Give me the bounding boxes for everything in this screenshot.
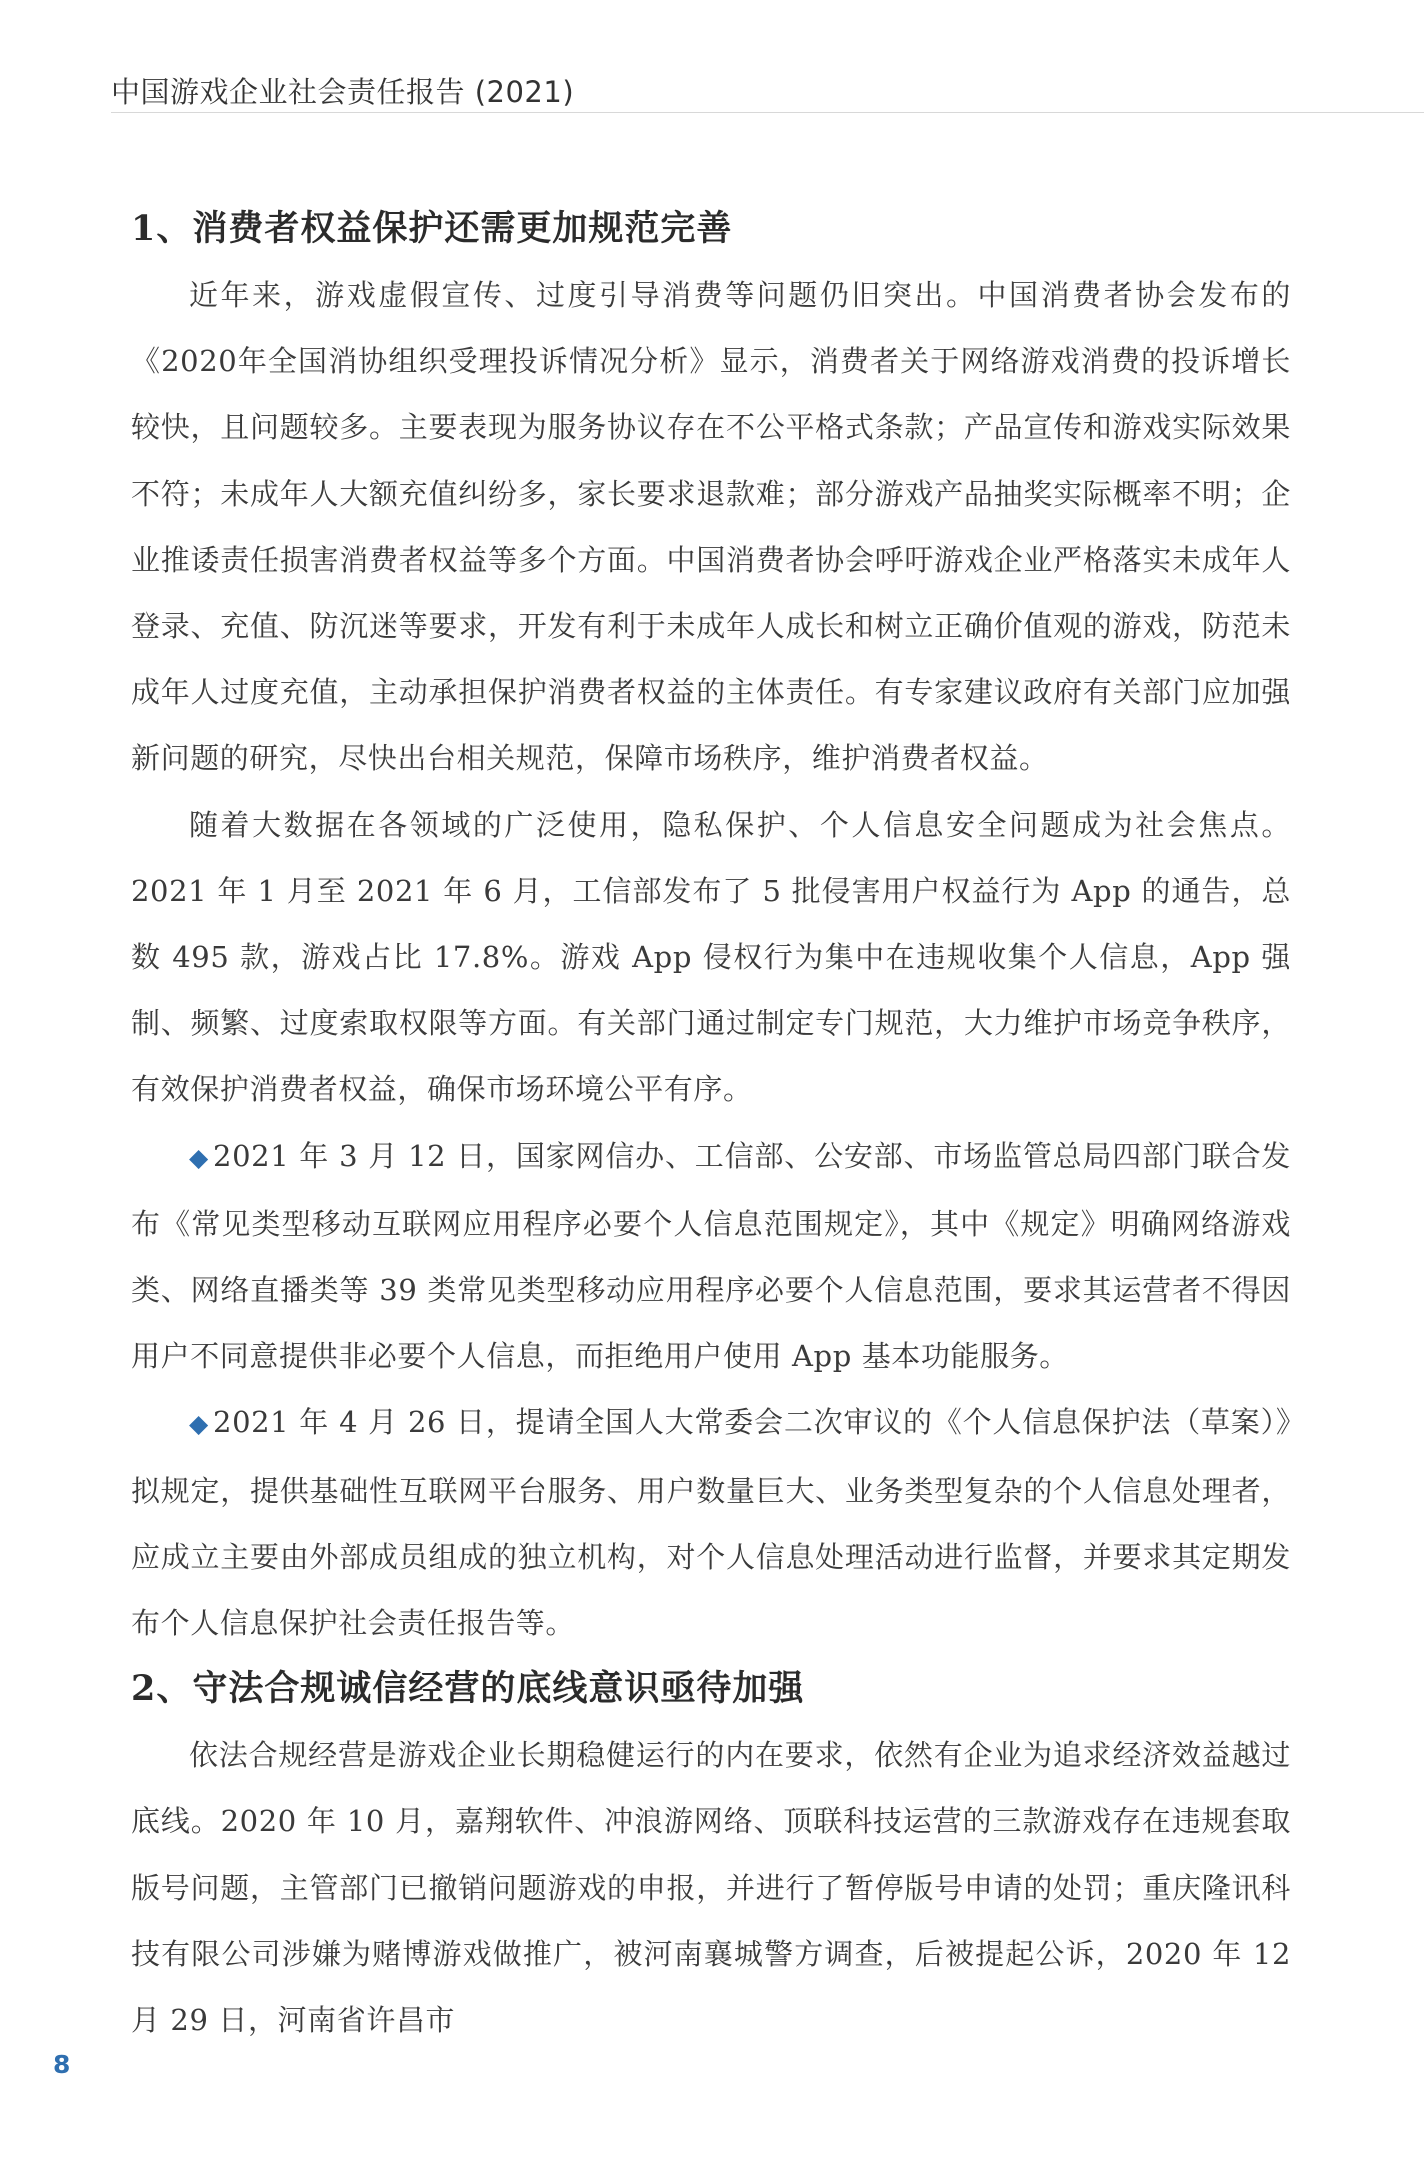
bullet-item-2-text: 2021 年 4 月 26 日，提请全国人大常委会二次审议的《个人信息保护法（草案）》拟规定，提供基础性互联网平台服务、用户数量巨大、业务类型复杂的个人信息处理者，应成立主要由外部成员组成的独立机构，对个人信息处理活动进行监督，并要求其定期发布个人信息保护社会责任报告等。 <box>131 1405 1291 1641</box>
running-header-title: 中国游戏企业社会责任报告 (2021) <box>111 75 575 109</box>
section-1-paragraph-2: 随着大数据在各领域的广泛使用，隐私保护、个人信息安全问题成为社会焦点。2021 年 1 月至 2021 年 6 月，工信部发布了 5 批侵害用户权益行为 App 的通告，总数 495 款，游戏占比 17.8%。游戏 App 侵权行为集中在违规收集个人信息，App 强制、频繁、过度索取权限等方面。有关部门通过制定专门规范，大力维护市场竞争秩序，有效保护消费者权益，确保市场环境公平有序。 <box>131 807 1291 1107</box>
page-body <box>131 196 1291 2053</box>
diamond-bullet-icon: ◆ <box>189 1142 210 1172</box>
section-1-heading: 1、消费者权益保护还需更加规范完善 <box>131 208 733 249</box>
bullet-item-1 <box>131 1123 1291 1390</box>
header-divider <box>111 112 1424 113</box>
section-2-heading: 2、守法合规诚信经营的底线意识亟待加强 <box>131 1668 805 1710</box>
bullet-item-1-text: 2021 年 3 月 12 日，国家网信办、工信部、公安部、市场监管总局四部门联合发布《常见类型移动互联网应用程序必要个人信息范围规定》，其中《规定》明确网络游戏类、网络直播类等 39 类常见类型移动应用程序必要个人信息范围，要求其运营者不得因用户不同意提供非必要个人信息，而拒绝用户使用 App 基本功能服务。 <box>131 1138 1291 1374</box>
bullet-item-2 <box>131 1389 1291 1656</box>
page-number: 8 <box>53 2050 71 2079</box>
diamond-bullet-icon: ◆ <box>189 1409 210 1439</box>
section-2-paragraph-1: 依法合规经营是游戏企业长期稳健运行的内在要求，依然有企业为追求经济效益越过底线。2020 年 10 月，嘉翔软件、冲浪游网络、顶联科技运营的三款游戏存在违规套取版号问题，主管部门已撤销问题游戏的申报，并进行了暂停版号申请的处罚；重庆隆讯科技有限公司涉嫌为赌博游戏做推广，被河南襄城警方调查，后被提起公诉，2020 年 12 月 29 日，河南省许昌市 <box>131 1738 1291 2038</box>
section-1-paragraph-1: 近年来，游戏虚假宣传、过度引导消费等问题仍旧突出。中国消费者协会发布的《2020年全国消协组织受理投诉情况分析》显示，消费者关于网络游戏消费的投诉增长较快，且问题较多。主要表现为服务协议存在不公平格式条款；产品宣传和游戏实际效果不符；未成年人大额充值纠纷多，家长要求退款难；部分游戏产品抽奖实际概率不明；企业推诿责任损害消费者权益等多个方面。中国消费者协会呼吁游戏企业严格落实未成年人登录、充值、防沉迷等要求，开发有利于未成年人成长和树立正确价值观的游戏，防范未成年人过度充值，主动承担保护消费者权益的主体责任。有专家建议政府有关部门应加强新问题的研究，尽快出台相关规范，保障市场秩序，维护消费者权益。 <box>131 278 1291 776</box>
